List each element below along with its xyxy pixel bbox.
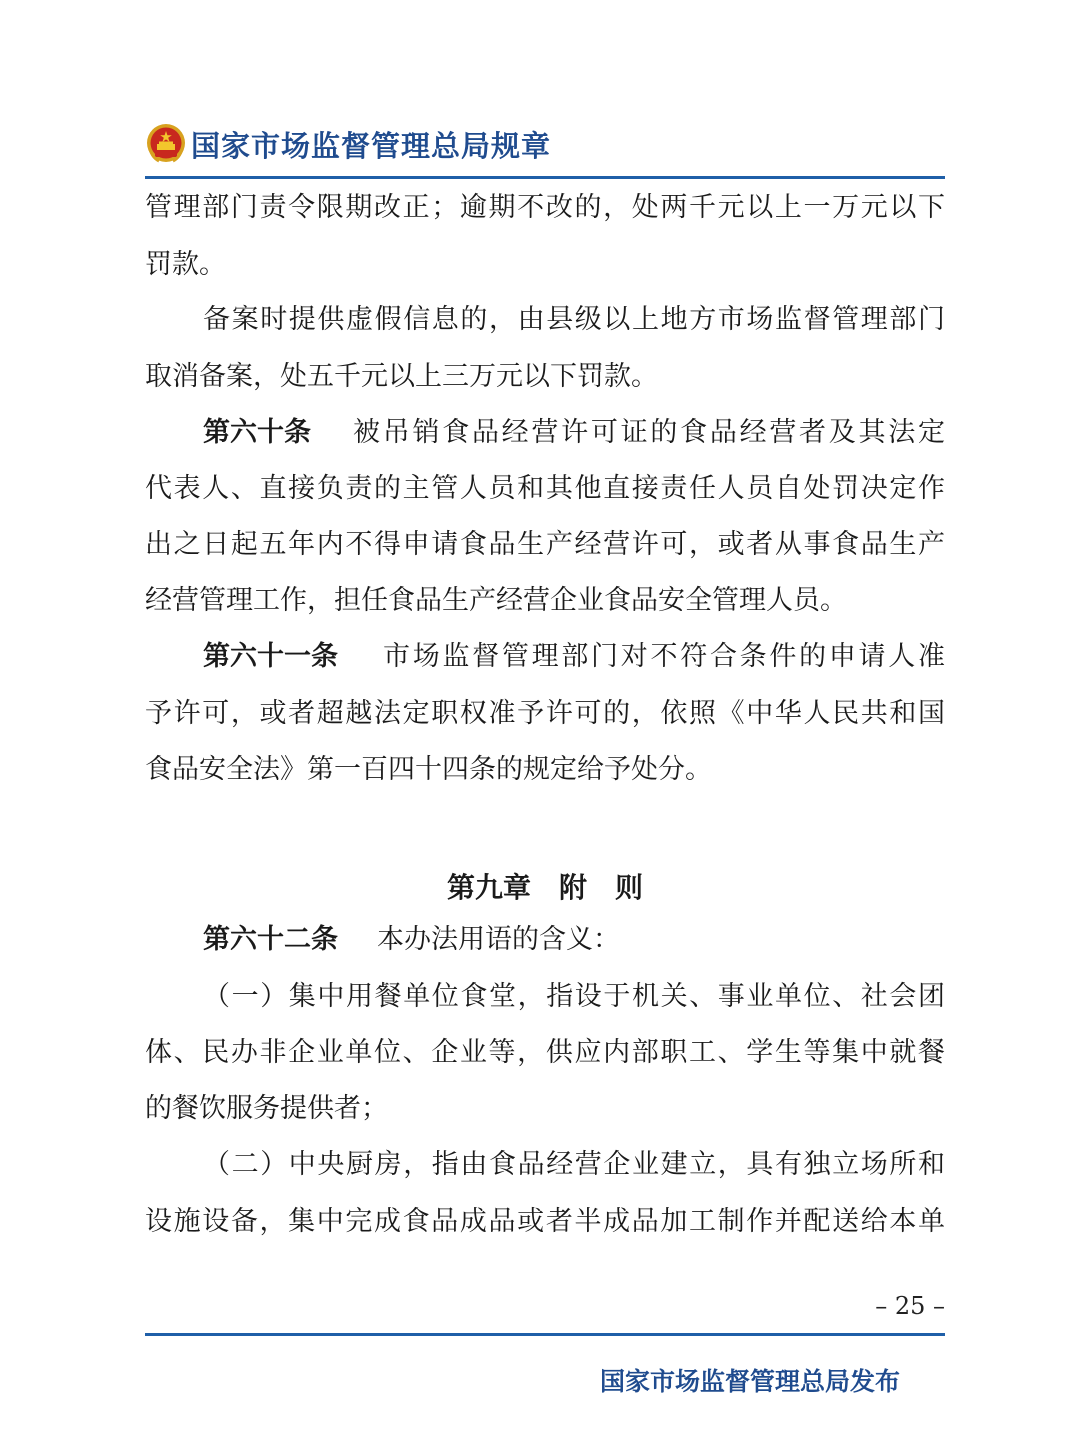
chapter-title: 第九章 附 则 <box>446 871 643 904</box>
body-line: 备案时提供虚假信息的，由县级以上地方市场监督管理部门 <box>203 304 945 335</box>
body-line: 市场监督管理部门对不符合条件的申请人准 <box>383 641 945 672</box>
body-line: 经营管理工作，担任食品生产经营企业食品安全管理人员。 <box>145 585 847 616</box>
body-line: 代表人、直接负责的主管人员和其他直接责任人员自处罚决定作 <box>145 473 945 504</box>
footer-divider <box>145 1333 945 1336</box>
body-line: 出之日起五年内不得申请食品生产经营许可，或者从事食品生产 <box>145 529 945 560</box>
body-line: 予许可，或者超越法定职权准予许可的，依照《中华人民共和国 <box>145 698 945 729</box>
header-title: 国家市场监督管理总局规章 <box>191 128 552 163</box>
body-line: 取消备案，处五千元以上三万元以下罚款。 <box>145 361 658 392</box>
body-line: 的餐饮服务提供者； <box>145 1093 388 1124</box>
body-line: 体、民办非企业单位、企业等，供应内部职工、学生等集中就餐 <box>145 1037 945 1068</box>
page-number: – 25 – <box>875 1292 945 1320</box>
article-61-heading: 第六十一条 <box>203 641 338 672</box>
body-line: 管理部门责令限期改正；逾期不改的，处两千元以上一万元以下 <box>145 192 945 223</box>
body-line: （一）集中用餐单位食堂，指设于机关、事业单位、社会团 <box>203 981 945 1012</box>
body-line: 食品安全法》第一百四十四条的规定给予处分。 <box>145 754 712 785</box>
national-emblem-icon <box>145 123 187 165</box>
body-line: 设施设备，集中完成食品成品或者半成品加工制作并配送给本单 <box>145 1206 945 1237</box>
article-62-heading: 第六十二条 <box>203 924 338 955</box>
body-line: 被吊销食品经营许可证的食品经营者及其法定 <box>353 417 945 448</box>
footer-publisher: 国家市场监督管理总局发布 <box>599 1367 900 1396</box>
header-divider <box>145 176 945 179</box>
article-60-heading: 第六十条 <box>203 417 311 448</box>
page-header <box>145 118 945 170</box>
body-line: 罚款。 <box>145 249 226 280</box>
body-line: （二）中央厨房，指由食品经营企业建立，具有独立场所和 <box>203 1149 945 1180</box>
body-line: 本办法用语的含义： <box>377 924 620 955</box>
